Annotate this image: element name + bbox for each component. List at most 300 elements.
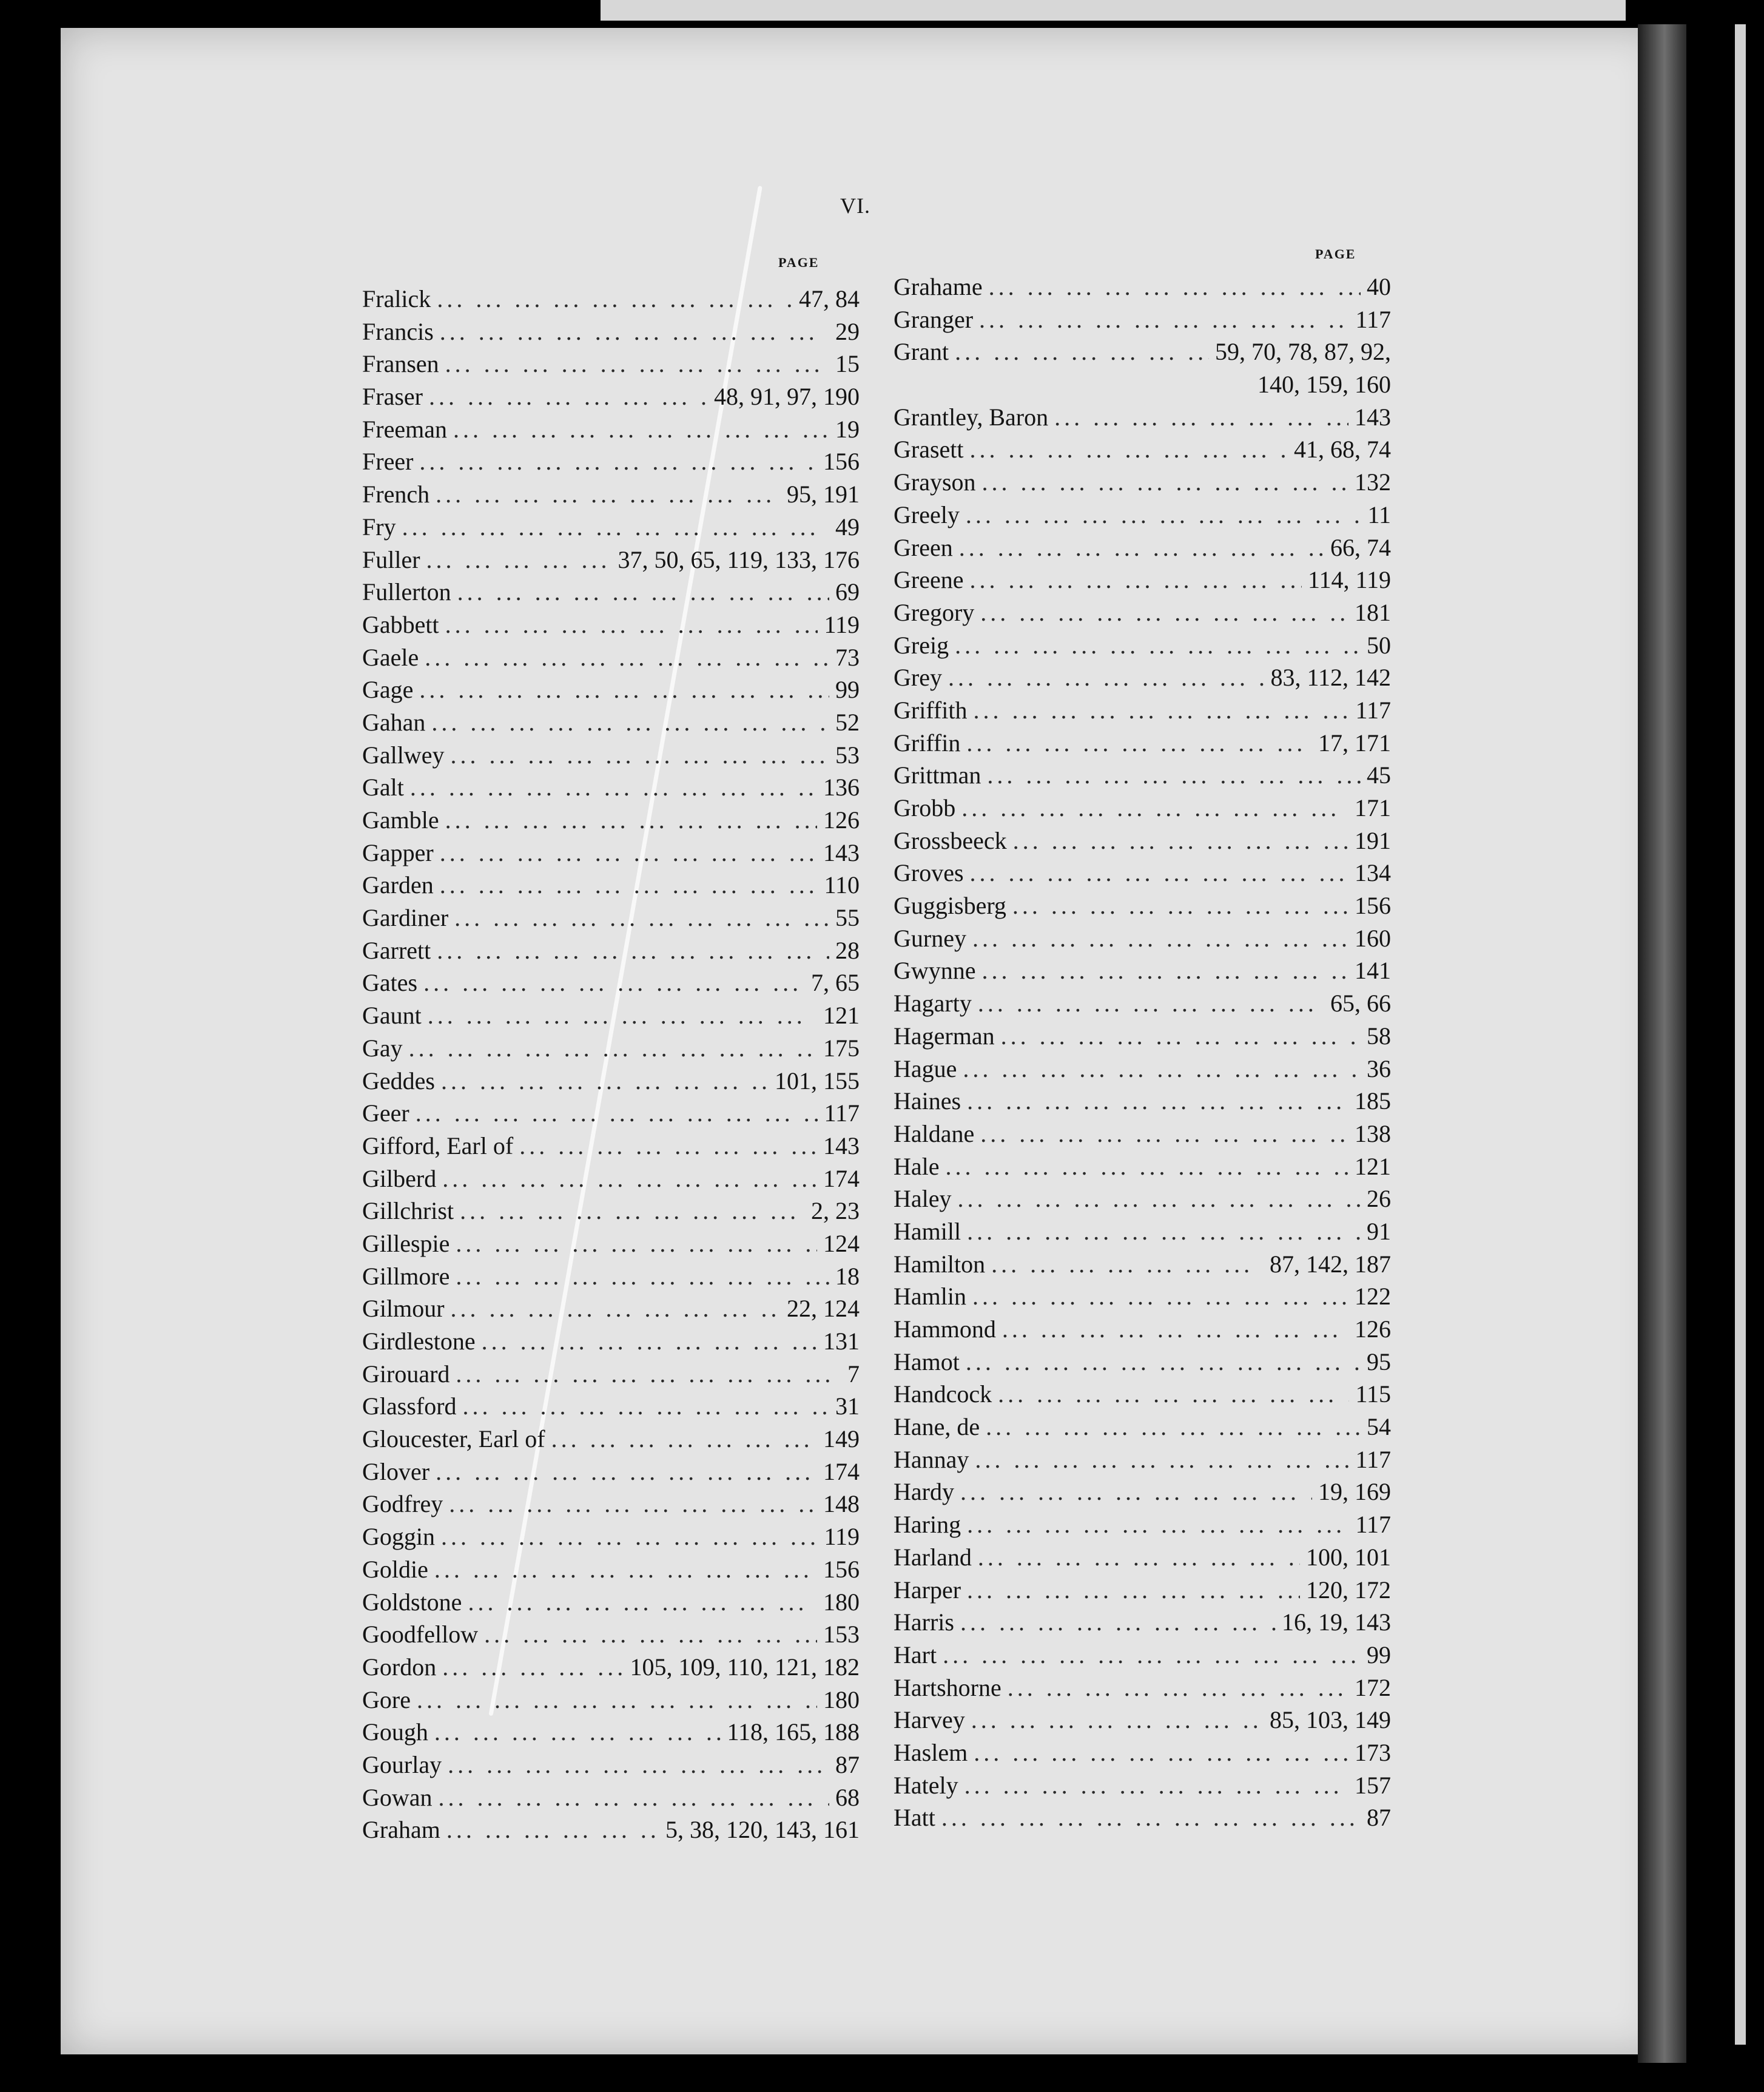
entry-name: Granger — [894, 305, 974, 333]
entry-name: Grittman — [894, 761, 981, 789]
index-entry — [362, 1749, 860, 1781]
index-entry — [362, 1781, 860, 1814]
entry-name: Girouard — [362, 1360, 450, 1388]
entry-pages: 41, 68, 74 — [1294, 436, 1391, 464]
index-entry — [894, 1118, 1391, 1150]
entry-pages: 171 — [1355, 794, 1391, 822]
index-entry — [894, 727, 1391, 760]
dot-leader — [484, 1618, 817, 1651]
dot-leader — [967, 1085, 1348, 1118]
entry-name: Green — [894, 533, 953, 561]
entry-name: Harper — [894, 1576, 961, 1604]
entry-name: Handcock — [894, 1380, 992, 1408]
entry-pages: 141 — [1355, 957, 1391, 985]
dot-leader — [426, 544, 612, 576]
entry-name: Hardy — [894, 1478, 954, 1506]
entry-name: Goldstone — [362, 1588, 462, 1616]
entry-name: Gardiner — [362, 904, 449, 932]
index-entry — [894, 401, 1391, 434]
index-entry — [362, 609, 860, 641]
entry-name: Gifford, Earl of — [362, 1132, 514, 1159]
entry-pages: 48, 91, 97, 190 — [714, 383, 860, 411]
entry-name: Grant — [894, 338, 949, 366]
entry-name: Hamilton — [894, 1250, 986, 1278]
index-entry — [894, 1769, 1391, 1802]
index-entry — [362, 1684, 860, 1716]
dot-leader — [991, 1248, 1264, 1281]
entry-name: Hannay — [894, 1445, 969, 1473]
dot-leader — [969, 564, 1302, 596]
entry-pages: 136 — [823, 774, 860, 801]
index-entry — [362, 1358, 860, 1391]
dot-leader — [445, 348, 829, 380]
entry-name: Gapper — [362, 838, 434, 866]
index-entry — [894, 1248, 1391, 1281]
index-entry — [362, 673, 860, 706]
index-entry — [362, 739, 860, 772]
index-entry — [894, 564, 1391, 596]
entry-pages: 17, 171 — [1318, 729, 1391, 757]
entry-name: Gillchrist — [362, 1197, 454, 1225]
index-entry — [362, 641, 860, 674]
entry-name: Hane, de — [894, 1413, 980, 1441]
entry-name: Godfrey — [362, 1490, 443, 1518]
index-entry — [362, 804, 860, 837]
index-entry — [362, 1130, 860, 1162]
dot-leader — [972, 1280, 1348, 1313]
entry-pages: 122 — [1355, 1283, 1391, 1311]
entry-pages: 191 — [1355, 826, 1391, 854]
entry-name: Haldane — [894, 1119, 975, 1147]
index-entry — [362, 837, 860, 869]
entry-pages: 68 — [835, 1783, 860, 1811]
entry-pages: 131 — [823, 1328, 860, 1355]
entry-pages: 87 — [1367, 1804, 1391, 1832]
entry-pages: 18 — [835, 1262, 860, 1290]
entry-pages: 55 — [835, 904, 860, 932]
entry-pages: 95, 191 — [787, 481, 860, 508]
index-entry — [362, 967, 860, 999]
entry-name: Glover — [362, 1457, 430, 1485]
index-entry — [894, 1085, 1391, 1118]
left-index-column — [362, 283, 860, 1846]
entry-pages: 73 — [835, 643, 860, 671]
entry-name: Fuller — [362, 545, 420, 573]
entry-pages: 28 — [835, 936, 860, 964]
dot-leader — [986, 1411, 1361, 1443]
index-entry — [894, 1346, 1391, 1378]
entry-pages: 45 — [1367, 761, 1391, 789]
entry-pages: 99 — [835, 676, 860, 704]
dot-leader — [440, 315, 829, 348]
entry-pages: 101, 155 — [775, 1067, 860, 1095]
dot-leader — [980, 1118, 1348, 1150]
entry-name: Hartshorne — [894, 1673, 1002, 1701]
dot-leader — [441, 1065, 769, 1098]
dot-leader — [961, 792, 1348, 825]
entry-name: Gaele — [362, 643, 419, 671]
entry-name: Hagarty — [894, 990, 972, 1017]
dot-leader — [974, 1736, 1348, 1769]
entry-name: Gourlay — [362, 1750, 442, 1778]
dot-leader — [416, 1097, 818, 1130]
index-entry — [362, 1162, 860, 1195]
index-entry — [362, 445, 860, 478]
index-entry — [362, 1553, 860, 1586]
index-entry — [894, 987, 1391, 1020]
entry-pages: 132 — [1355, 468, 1391, 496]
entry-pages: 156 — [1355, 892, 1391, 920]
entry-pages: 100, 101 — [1306, 1543, 1391, 1571]
entry-name: Hagerman — [894, 1022, 995, 1050]
entry-name: Haley — [894, 1185, 952, 1213]
dot-leader — [972, 922, 1348, 955]
index-entry — [894, 1443, 1391, 1476]
index-entry — [362, 1065, 860, 1098]
entry-name: Harvey — [894, 1706, 965, 1734]
entry-pages: 54 — [1367, 1413, 1391, 1441]
entry-name: Galt — [362, 774, 404, 801]
dot-leader — [982, 466, 1348, 499]
entry-name: Greig — [894, 631, 949, 659]
entry-name: Hamot — [894, 1348, 960, 1375]
dot-leader — [946, 1150, 1348, 1183]
entry-pages: 117 — [1355, 305, 1391, 333]
entry-name: Gallwey — [362, 741, 445, 769]
dot-leader — [456, 1260, 829, 1293]
entry-pages: 58 — [1367, 1022, 1391, 1050]
entry-pages: 124 — [823, 1229, 860, 1257]
dot-leader — [971, 1704, 1264, 1736]
index-entry — [894, 922, 1391, 955]
index-entry — [362, 478, 860, 511]
entry-name: Gage — [362, 676, 414, 704]
entry-name: Goodfellow — [362, 1621, 479, 1648]
dot-leader — [998, 1378, 1349, 1411]
index-entry — [894, 1508, 1391, 1541]
dot-leader — [463, 1390, 829, 1423]
entry-pages: 7 — [847, 1360, 860, 1388]
entry-name: Gabbett — [362, 610, 439, 638]
dot-leader — [1002, 1313, 1348, 1346]
index-entry — [894, 1215, 1391, 1248]
entry-name: Hamlin — [894, 1283, 966, 1311]
entry-name: Graham — [362, 1816, 440, 1844]
index-entry — [894, 1053, 1391, 1085]
dot-leader — [1001, 1020, 1361, 1053]
entry-pages: 114, 119 — [1307, 566, 1391, 594]
dot-leader — [966, 727, 1312, 760]
entry-pages: 52 — [835, 708, 860, 736]
index-entry — [894, 499, 1391, 531]
dot-leader — [941, 1801, 1361, 1834]
index-entry — [894, 694, 1391, 727]
entry-pages: 117 — [1355, 1445, 1391, 1473]
index-entry — [894, 336, 1391, 368]
entry-name: Gilmour — [362, 1295, 445, 1323]
index-entry — [894, 1476, 1391, 1508]
entry-name: Haines — [894, 1087, 961, 1115]
index-entry — [362, 1814, 860, 1846]
entry-name: Fraser — [362, 383, 423, 411]
entry-pages: 5, 38, 120, 143, 161 — [665, 1816, 860, 1844]
entry-pages: 16, 19, 143 — [1282, 1608, 1391, 1636]
entry-name: French — [362, 481, 430, 508]
entry-pages: 7, 65 — [811, 969, 860, 997]
entry-pages: 29 — [835, 317, 860, 345]
dot-leader — [964, 1769, 1348, 1802]
index-entry — [362, 999, 860, 1032]
dot-leader — [960, 1476, 1312, 1508]
dot-leader — [436, 478, 781, 511]
dot-leader — [979, 303, 1349, 336]
dot-leader — [966, 499, 1362, 531]
dot-leader — [1013, 825, 1348, 857]
dot-leader — [448, 1749, 829, 1781]
page-number: VI. — [840, 194, 870, 218]
entry-pages: 118, 165, 188 — [727, 1718, 860, 1746]
index-page — [61, 28, 1662, 2054]
index-entry — [362, 1716, 860, 1749]
entry-name: Harland — [894, 1543, 972, 1571]
entry-pages: 140, 159, 160 — [1257, 371, 1391, 399]
entry-pages: 138 — [1355, 1119, 1391, 1147]
dot-leader — [970, 433, 1288, 466]
entry-pages: 134 — [1355, 859, 1391, 887]
entry-name: Griffith — [894, 696, 968, 724]
dot-leader — [460, 1195, 805, 1227]
entry-name: Hatt — [894, 1804, 935, 1832]
index-entry — [362, 1097, 860, 1130]
entry-pages: 11 — [1367, 501, 1391, 528]
index-entry — [894, 466, 1391, 499]
index-entry — [362, 1456, 860, 1488]
entry-name: Gahan — [362, 708, 426, 736]
dot-leader — [434, 1716, 721, 1749]
entry-name: Grahame — [894, 273, 983, 300]
entry-name: Guggisberg — [894, 892, 1006, 920]
index-entry — [362, 1390, 860, 1423]
dot-leader — [551, 1423, 817, 1456]
index-entry — [894, 1313, 1391, 1346]
entry-name: Grey — [894, 664, 942, 692]
entry-name: Garrett — [362, 936, 431, 964]
entry-pages: 181 — [1355, 598, 1391, 626]
dot-leader — [963, 1053, 1361, 1085]
entry-pages: 19 — [835, 415, 860, 443]
entry-pages: 83, 112, 142 — [1270, 664, 1391, 692]
entry-name: Gay — [362, 1034, 403, 1062]
index-entry — [894, 1736, 1391, 1769]
entry-pages: 119 — [824, 610, 860, 638]
entry-pages: 87, 142, 187 — [1270, 1250, 1391, 1278]
index-entry — [362, 1260, 860, 1293]
dot-leader — [943, 1639, 1361, 1672]
entry-name: Gillespie — [362, 1229, 450, 1257]
index-entry — [362, 934, 860, 967]
dot-leader — [449, 1488, 817, 1520]
entry-name: Gurney — [894, 924, 966, 952]
dot-leader — [967, 1574, 1300, 1607]
entry-pages: 172 — [1355, 1673, 1391, 1701]
index-entry — [894, 1183, 1391, 1215]
entry-pages: 173 — [1355, 1738, 1391, 1766]
entry-name: Gamble — [362, 806, 439, 834]
index-entry — [362, 348, 860, 380]
entry-name: Fralick — [362, 285, 431, 312]
entry-name: Haring — [894, 1511, 961, 1539]
entry-pages: 31 — [835, 1392, 860, 1420]
entry-name: Greely — [894, 501, 960, 528]
entry-name: Gowan — [362, 1783, 433, 1811]
entry-pages: 69 — [835, 578, 860, 606]
entry-name: Goldie — [362, 1555, 428, 1583]
index-entry — [894, 1606, 1391, 1639]
entry-name: Francis — [362, 317, 434, 345]
index-entry — [894, 271, 1391, 303]
entry-pages: 174 — [823, 1457, 860, 1485]
entry-pages: 180 — [823, 1588, 860, 1616]
index-entry — [362, 1227, 860, 1260]
entry-pages: 87 — [835, 1750, 860, 1778]
entry-pages: 117 — [1355, 696, 1391, 724]
dot-leader — [442, 1651, 624, 1684]
entry-name: Geddes — [362, 1067, 435, 1095]
entry-name: Gloucester, Earl of — [362, 1425, 545, 1453]
dot-leader — [445, 609, 818, 641]
index-entry — [894, 1020, 1391, 1053]
index-entry — [362, 1032, 860, 1065]
index-entry — [362, 413, 860, 446]
entry-name: Fullerton — [362, 578, 451, 606]
dot-leader — [980, 596, 1348, 629]
dot-leader — [970, 857, 1348, 889]
entry-pages: 120, 172 — [1306, 1576, 1391, 1604]
dot-leader — [966, 1346, 1361, 1378]
entry-pages: 99 — [1367, 1641, 1391, 1669]
dot-leader — [453, 413, 829, 446]
entry-name: Fransen — [362, 350, 439, 378]
entry-pages: 59, 70, 78, 87, 92, — [1215, 338, 1391, 366]
entry-pages: 40 — [1367, 273, 1391, 300]
entry-name: Garden — [362, 871, 434, 899]
dot-leader — [431, 706, 829, 739]
dot-leader — [1054, 401, 1348, 434]
dot-leader — [423, 967, 805, 999]
entry-pages: 185 — [1355, 1087, 1391, 1115]
dot-leader — [457, 576, 829, 609]
dot-leader — [410, 771, 817, 804]
entry-pages: 149 — [823, 1425, 860, 1453]
entry-name: Glassford — [362, 1392, 457, 1420]
entry-pages: 105, 109, 110, 121, 182 — [630, 1653, 860, 1681]
entry-name: Haslem — [894, 1738, 968, 1766]
entry-name: Hammond — [894, 1315, 996, 1343]
entry-name: Gordon — [362, 1653, 437, 1681]
entry-name: Gregory — [894, 598, 975, 626]
entry-pages: 50 — [1367, 631, 1391, 659]
entry-pages: 180 — [823, 1685, 860, 1713]
dot-leader — [1012, 889, 1348, 922]
index-entry — [362, 902, 860, 934]
index-entry — [894, 825, 1391, 857]
entry-pages: 160 — [1355, 924, 1391, 952]
entry-name: Fry — [362, 513, 396, 541]
dot-leader — [436, 1456, 817, 1488]
index-entry — [362, 544, 860, 576]
dot-leader — [978, 1541, 1300, 1574]
dot-leader — [451, 1292, 781, 1325]
index-entry — [894, 792, 1391, 825]
dot-leader — [456, 1227, 817, 1260]
adjacent-page-edge — [1735, 24, 1746, 2045]
dot-leader — [417, 1684, 817, 1716]
entry-pages: 175 — [823, 1034, 860, 1062]
entry-pages: 26 — [1367, 1185, 1391, 1213]
index-entry — [362, 1423, 860, 1456]
dot-leader — [967, 1215, 1361, 1248]
index-entry — [894, 596, 1391, 629]
index-entry — [894, 1150, 1391, 1183]
entry-name: Hately — [894, 1771, 958, 1799]
entry-pages: 19, 169 — [1318, 1478, 1391, 1506]
dot-leader — [451, 739, 829, 772]
entry-name: Griffin — [894, 729, 961, 757]
entry-pages: 121 — [823, 1002, 860, 1030]
entry-pages: 143 — [1355, 403, 1391, 431]
right-column-header: PAGE — [1315, 246, 1356, 262]
dot-leader — [440, 869, 818, 902]
entry-pages: 37, 50, 65, 119, 133, 176 — [618, 545, 860, 573]
dot-leader — [989, 271, 1361, 303]
entry-name: Gwynne — [894, 957, 976, 985]
entry-pages: 157 — [1355, 1771, 1391, 1799]
index-entry — [362, 771, 860, 804]
index-entry — [894, 954, 1391, 987]
entry-pages: 126 — [823, 806, 860, 834]
index-entry — [894, 857, 1391, 889]
dot-leader — [409, 1032, 817, 1065]
dot-leader — [429, 380, 708, 413]
entry-pages: 148 — [823, 1490, 860, 1518]
index-entry — [362, 1618, 860, 1651]
index-entry — [894, 661, 1391, 694]
dot-leader — [446, 1814, 659, 1846]
index-entry — [894, 1672, 1391, 1704]
dot-leader — [482, 1325, 817, 1358]
index-entry — [894, 1378, 1391, 1411]
entry-name: Gates — [362, 969, 418, 997]
entry-pages: 15 — [835, 350, 860, 378]
entry-name: Girdlestone — [362, 1328, 476, 1355]
index-entry — [362, 869, 860, 902]
index-entry — [894, 531, 1391, 564]
dot-leader — [437, 934, 829, 967]
dot-leader — [1008, 1672, 1348, 1704]
entry-name: Grayson — [894, 468, 976, 496]
index-entry — [362, 706, 860, 739]
entry-name: Gilberd — [362, 1164, 437, 1192]
index-entry — [894, 1541, 1391, 1574]
dot-leader — [440, 837, 817, 869]
index-entry — [362, 1292, 860, 1325]
entry-name: Harris — [894, 1608, 954, 1636]
entry-pages: 47, 84 — [799, 285, 860, 312]
index-entry — [362, 283, 860, 315]
entry-pages: 117 — [1355, 1511, 1391, 1539]
entry-pages: 49 — [835, 513, 860, 541]
dot-leader — [519, 1130, 817, 1162]
